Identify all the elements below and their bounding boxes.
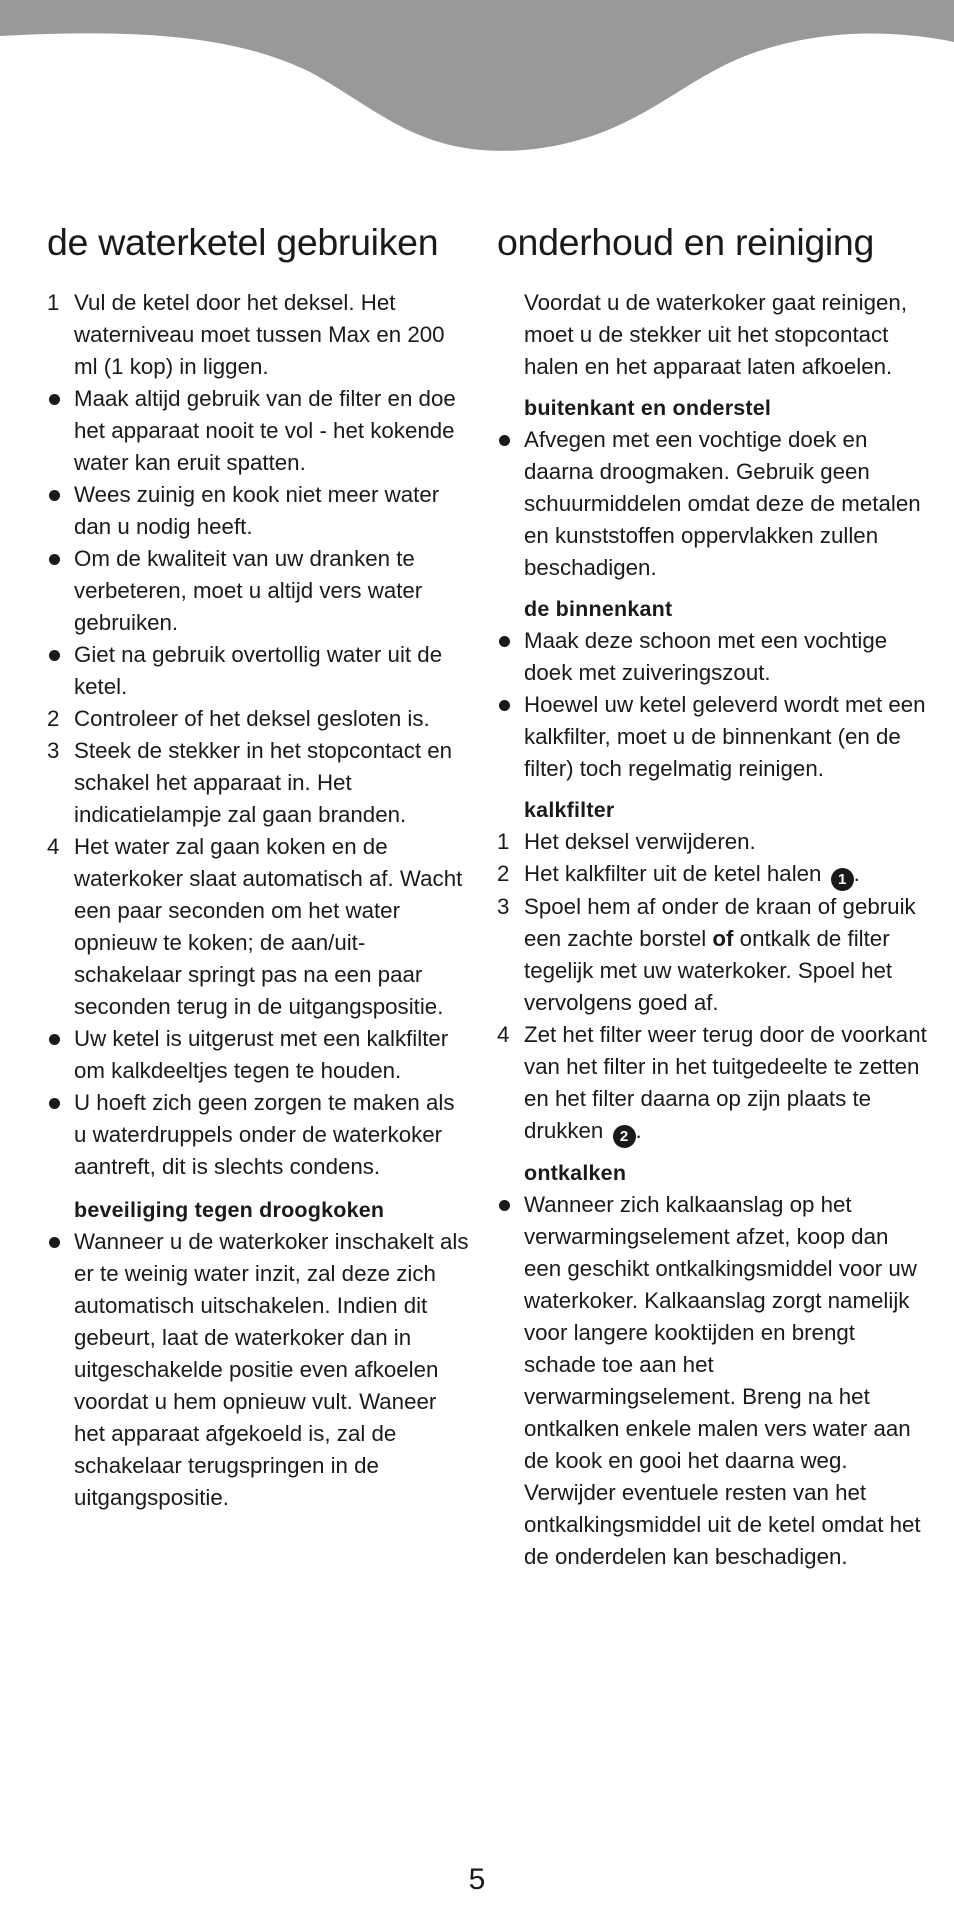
heading-dry-boil-protection: beveiliging tegen droogkoken: [74, 1198, 385, 1222]
list-item: [497, 689, 927, 785]
list-item: [47, 1023, 472, 1087]
interior-list: [497, 625, 927, 785]
step-text: Het kalkfilter uit de ketel halen: [524, 861, 822, 886]
step-number: 2: [497, 861, 510, 886]
step-text-a: Spoel hem af onder de kraan of gebruik een zachte borstel: [524, 894, 916, 951]
step-number: 1: [47, 290, 60, 315]
item-text: Maak deze schoon met een vochtige doek met zuiveringszout.: [524, 628, 888, 685]
item-text: Het water zal gaan koken en de waterkoker slaat automatisch af. Wacht een paar seconden om het water opnieuw te koken; de aan/uit-schakelaar springt pas na een paar seconden terug in de uitgangspositie.: [74, 834, 463, 1019]
filter-step-2: 2 Het kalkfilter uit de ketel halen 1 .: [497, 858, 927, 891]
list-item: [47, 383, 472, 479]
step-text: Zet het filter weer terug door de voorkant van het filter in het tuitgedeelte te zetten en het filter daarna op zijn plaats te drukken: [524, 1022, 927, 1143]
left-column: [47, 215, 472, 1514]
item-text: Wanneer u de waterkoker inschakelt als er te weinig water inzit, zal deze zich automatisch uitschakelen. Indien dit gebeurt, laat de waterkoker dan in uitgeschakelde positie even afkoelen voordat u hem opnieuw vult. Waneer het apparaat afgekoeld is, zal de schakelaar terugspringen in de uitgangspositie.: [74, 1229, 469, 1510]
list-item: [497, 424, 927, 584]
step-number: 4: [47, 834, 60, 859]
filter-step-1: [497, 826, 927, 858]
header-wave: [0, 0, 954, 160]
item-text: Uw ketel is uitgerust met een kalkfilter om kalkdeeltjes tegen te houden.: [74, 1026, 449, 1083]
list-item: [47, 1087, 472, 1183]
step-number: 1: [497, 829, 510, 854]
exterior-list: [497, 424, 927, 584]
item-text: U hoeft zich geen zorgen te maken als u waterdruppels onder de waterkoker aantreft, dit is slechts condens.: [74, 1090, 455, 1179]
item-text: Controleer of het deksel gesloten is.: [74, 706, 430, 731]
item-text: Hoewel uw ketel geleverd wordt met een kalkfilter, moet u de binnenkant (en de filter) toch regelmatig reinigen.: [524, 692, 926, 781]
filter-step-3: [497, 891, 927, 1019]
section-title-maintenance: onderhoud en reiniging: [497, 221, 875, 263]
item-text: Wees zuinig en kook niet meer water dan u nodig heeft.: [74, 482, 440, 539]
item-text: Wanneer zich kalkaanslag op het verwarmingselement afzet, koop dan een geschikt ontkalkingsmiddel voor uw waterkoker. Kalkaanslag zorgt namelijk voor langere kooktijden en brengt schade toe aan het verwarmingselement. Breng na het ontkalken enkele malen vers water aan de kook en gooi het daarna weg. Verwijder eventuele resten van het ontkalkingsmiddel uit de ketel omdat het de onderdelen kan beschadigen.: [524, 1192, 921, 1569]
descale-list: [497, 1189, 927, 1573]
step-text-b: ontkalk de filter tegelijk met uw waterkoker. Spoel het vervolgens goed af.: [524, 926, 893, 1015]
list-item: [47, 703, 472, 735]
right-column: [497, 215, 927, 1573]
heading-descaling: ontkalken: [524, 1161, 627, 1185]
list-item: [497, 625, 927, 689]
heading-interior: de binnenkant: [524, 597, 673, 621]
figure-ref-1-icon: 1: [831, 868, 854, 891]
maintenance-intro: Voordat u de waterkoker gaat reinigen, moet u de stekker uit het stopcontact halen en het apparaat laten afkoelen.: [524, 290, 908, 379]
heading-exterior: buitenkant en onderstel: [524, 396, 772, 420]
list-item: [47, 735, 472, 831]
usage-list: [47, 287, 472, 1183]
list-item: [47, 639, 472, 703]
item-text: Maak altijd gebruik van de filter en doe het apparaat nooit te vol - het kokende water kan eruit spatten.: [74, 386, 456, 475]
emphasis-of: of: [712, 926, 734, 951]
list-item: [47, 479, 472, 543]
figure-ref-2-icon: 2: [613, 1125, 636, 1148]
list-item: [47, 287, 472, 383]
item-text: Steek de stekker in het stopcontact en schakel het apparaat in. Het indicatielampje zal gaan branden.: [74, 738, 453, 827]
step-number: 2: [47, 706, 60, 731]
item-text: Om de kwaliteit van uw dranken te verbeteren, moet u altijd vers water gebruiken.: [74, 546, 423, 635]
list-item: [497, 1189, 927, 1573]
step-number: 3: [47, 738, 60, 763]
step-number: 3: [497, 894, 510, 919]
filter-steps: [497, 826, 927, 1148]
step-text: Het deksel verwijderen.: [524, 829, 756, 854]
list-item: [47, 543, 472, 639]
section-title-using-kettle: de waterketel gebruiken: [47, 221, 439, 263]
step-number: 4: [497, 1022, 510, 1047]
page-number: 5: [468, 1863, 486, 1896]
heading-limescale-filter: kalkfilter: [524, 798, 615, 822]
list-item: [47, 831, 472, 1023]
item-text: Vul de ketel door het deksel. Het waterniveau moet tussen Max en 200 ml (1 kop) in liggen.: [74, 290, 445, 379]
dry-boil-list: [47, 1226, 472, 1514]
item-text: Afvegen met een vochtige doek en daarna droogmaken. Gebruik geen schuurmiddelen omdat deze de metalen en kunststoffen oppervlakken zullen beschadigen.: [524, 427, 921, 580]
item-text: Giet na gebruik overtollig water uit de ketel.: [74, 642, 443, 699]
list-item: [47, 1226, 472, 1514]
filter-step-4: 4 Zet het filter weer terug door de voorkant van het filter in het tuitgedeelte te zetten en het filter daarna op zijn plaats te drukken 2 .: [497, 1019, 927, 1148]
